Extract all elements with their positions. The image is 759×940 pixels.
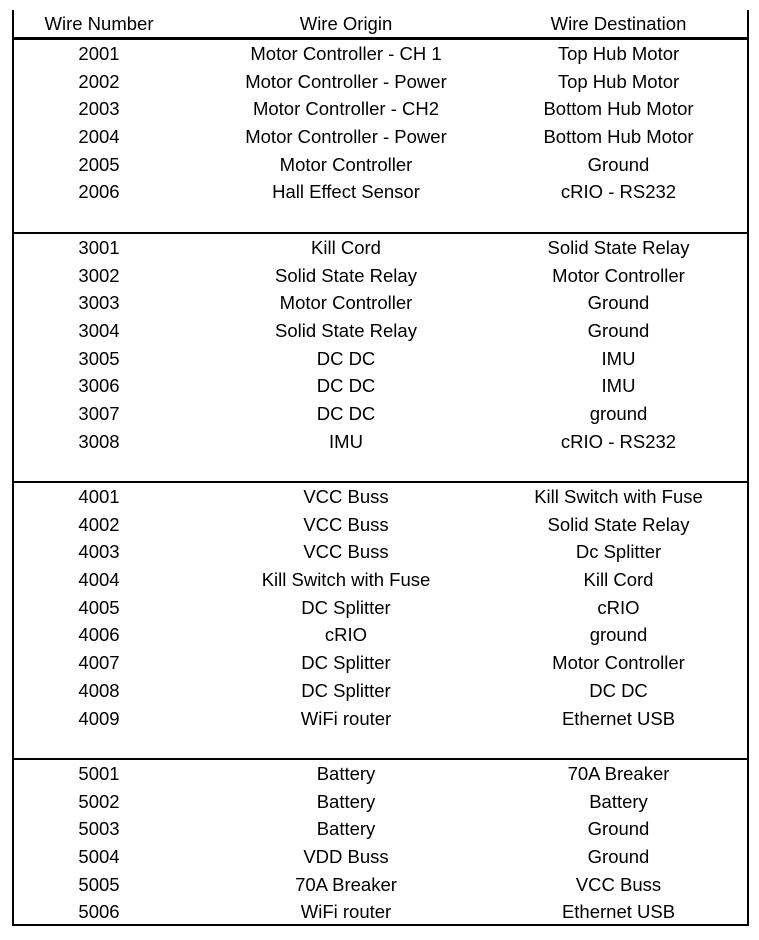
wire-destination-cell: cRIO - RS232 [560, 430, 677, 452]
wire-number-cell: 5005 [78, 873, 120, 895]
wire-origin-cell: Kill Switch with Fuse [261, 569, 431, 591]
wire-number-cell: 5003 [78, 818, 120, 840]
wire-number-cell: 2003 [78, 98, 120, 120]
header-wire-number: Wire Number [44, 13, 154, 34]
wire-origin-cell: Motor Controller - Power [245, 126, 447, 148]
wire-destination-cell: Solid State Relay [547, 513, 690, 535]
wire-number-cell: 4004 [78, 569, 120, 591]
wire-number-cell: 2005 [78, 153, 120, 175]
wire-number-cell: 3006 [78, 375, 120, 397]
table-row [12, 234, 749, 262]
wire-number-cell: 2002 [78, 70, 120, 92]
wire-origin-cell: Motor Controller - CH 1 [250, 43, 442, 64]
table-row [12, 788, 749, 816]
wire-destination-cell: Ground [587, 818, 650, 840]
table-row [12, 538, 749, 566]
wire-origin-cell: DC DC [316, 375, 376, 397]
wire-number-cell: 2004 [78, 126, 120, 148]
table-row [12, 815, 749, 843]
wire-destination-cell: ground [589, 624, 648, 646]
wire-number-cell: 5001 [78, 763, 120, 784]
table-row [12, 649, 749, 677]
table-row [12, 262, 749, 290]
wire-destination-cell: Ground [587, 153, 650, 175]
section-2000 [12, 40, 749, 206]
wire-number-cell: 4003 [78, 541, 120, 563]
wire-destination-cell: Ground [587, 320, 650, 342]
table-row [12, 594, 749, 622]
wire-number-cell: 3008 [78, 430, 120, 452]
wire-destination-cell: Kill Cord [583, 569, 654, 591]
wire-origin-cell: Solid State Relay [275, 264, 417, 286]
table-row [12, 178, 749, 206]
wire-origin-cell: DC DC [316, 347, 376, 369]
wire-origin-cell: DC Splitter [301, 652, 391, 674]
table-row [12, 677, 749, 705]
table-row [12, 621, 749, 649]
table-row [12, 123, 749, 151]
table-row [12, 95, 749, 123]
table-row [12, 511, 749, 539]
wire-number-cell: 5002 [78, 790, 120, 812]
wire-origin-cell: DC Splitter [301, 596, 391, 618]
wire-origin-cell: Kill Cord [311, 237, 381, 258]
wire-destination-cell: Top Hub Motor [557, 70, 680, 92]
table-row [12, 843, 749, 871]
wire-destination-cell: cRIO [597, 596, 640, 618]
wire-number-cell: 3007 [78, 403, 120, 425]
wire-destination-cell: 70A Breaker [567, 763, 670, 784]
wire-origin-cell: Motor Controller - CH2 [252, 98, 440, 120]
table-row [12, 317, 749, 345]
header-wire-destination: Wire Destination [550, 13, 687, 34]
wire-origin-cell: VCC Buss [303, 486, 389, 507]
wire-number-cell: 4005 [78, 596, 120, 618]
table-row [12, 289, 749, 317]
table-header-row [12, 10, 749, 38]
wire-destination-cell: Bottom Hub Motor [543, 126, 694, 148]
wire-destination-cell: Ethernet USB [561, 707, 676, 729]
section-3000 [12, 234, 749, 456]
wire-number-cell: 2006 [78, 181, 120, 203]
wire-number-cell: 3001 [78, 237, 120, 258]
table-row [12, 40, 749, 68]
wire-origin-cell: VCC Buss [303, 513, 389, 535]
wire-destination-cell: Battery [589, 790, 648, 812]
wire-origin-cell: Motor Controller [279, 153, 413, 175]
wire-origin-cell: cRIO [324, 624, 368, 646]
wire-origin-cell: Battery [316, 818, 376, 840]
table-row [12, 151, 749, 179]
table-row [12, 483, 749, 511]
table-row [12, 705, 749, 733]
wire-destination-cell: ground [589, 403, 648, 425]
wire-number-cell: 2001 [78, 43, 120, 64]
wire-destination-cell: IMU [601, 375, 636, 397]
table-row [12, 760, 749, 788]
wire-destination-cell: cRIO - RS232 [560, 181, 677, 203]
wire-origin-cell: Hall Effect Sensor [272, 181, 420, 203]
wire-destination-cell: Top Hub Motor [557, 43, 680, 64]
section-5000 [12, 760, 749, 926]
wire-number-cell: 4002 [78, 513, 120, 535]
wire-number-cell: 5004 [78, 846, 120, 868]
wire-destination-cell: Ground [587, 292, 650, 314]
wire-origin-cell: Motor Controller [279, 292, 413, 314]
wire-number-cell: 3004 [78, 320, 120, 342]
wire-number-cell: 3005 [78, 347, 120, 369]
wire-origin-cell: 70A Breaker [295, 873, 397, 895]
wire-origin-cell: DC Splitter [301, 679, 391, 701]
wire-number-cell: 5006 [78, 901, 120, 923]
wire-number-cell: 4008 [78, 679, 120, 701]
wire-destination-cell: DC DC [589, 679, 648, 701]
wire-destination-cell: Kill Switch with Fuse [534, 486, 703, 507]
wire-destination-cell: Motor Controller [552, 652, 685, 674]
wire-origin-cell: Battery [316, 763, 376, 784]
wire-origin-cell: WiFi router [300, 707, 392, 729]
wire-destination-cell: Solid State Relay [547, 237, 690, 258]
table-row [12, 428, 749, 456]
wire-number-cell: 3002 [78, 264, 120, 286]
wire-number-cell: 4009 [78, 707, 120, 729]
wire-origin-cell: Battery [316, 790, 376, 812]
table-row [12, 345, 749, 373]
wire-origin-cell: WiFi router [300, 901, 392, 923]
wire-destination-cell: Ground [587, 846, 650, 868]
wire-number-cell: 4006 [78, 624, 120, 646]
table-row [12, 400, 749, 428]
wire-number-cell: 4007 [78, 652, 120, 674]
wire-origin-cell: Motor Controller - Power [245, 70, 447, 92]
table-row [12, 871, 749, 899]
header-wire-origin: Wire Origin [299, 13, 393, 34]
wire-destination-cell: Ethernet USB [561, 901, 676, 923]
wire-origin-cell: Solid State Relay [275, 320, 417, 342]
wire-destination-cell: VCC Buss [575, 873, 662, 895]
table-row [12, 566, 749, 594]
wire-origin-cell: IMU [329, 430, 363, 452]
wire-origin-cell: DC DC [316, 403, 376, 425]
wire-number-cell: 4001 [78, 486, 120, 507]
wire-destination-cell: Bottom Hub Motor [543, 98, 694, 120]
table-row [12, 68, 749, 96]
wire-origin-cell: VDD Buss [303, 846, 389, 868]
wire-destination-cell: Dc Splitter [575, 541, 662, 563]
section-4000 [12, 483, 749, 732]
table-row [12, 898, 749, 926]
wire-destination-cell: IMU [601, 347, 636, 369]
wire-origin-cell: VCC Buss [303, 541, 389, 563]
wire-destination-cell: Motor Controller [552, 264, 685, 286]
wire-number-cell: 3003 [78, 292, 120, 314]
table-row [12, 372, 749, 400]
